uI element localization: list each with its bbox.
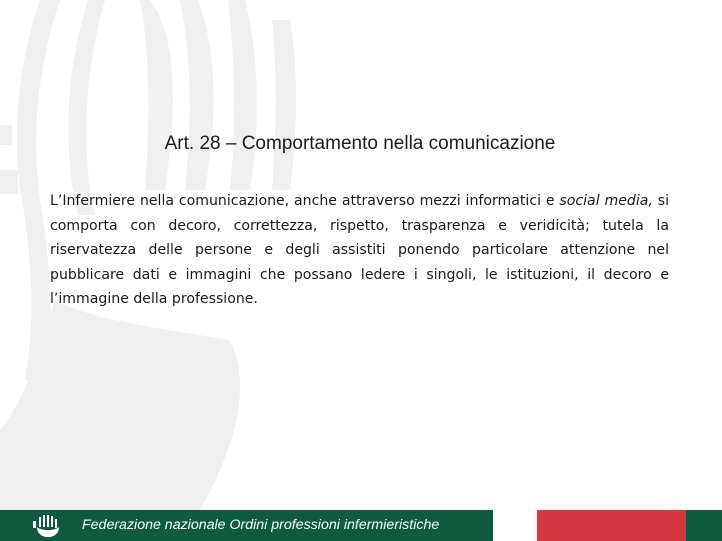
- article-text-italic: social media,: [559, 193, 653, 209]
- article-text-end: si comporta con decoro, correttezza, rispetto, trasparenza e veridicità; tutela la riservatezza delle persone e degli assistiti ponendo particolare attenzione nel pubblicare dati e immagini che possano ledere i singoli, le istituzioni, il decoro e l’immagine della professione.: [50, 193, 669, 308]
- slide-title: Art. 28 – Comportamento nella comunicazione: [164, 133, 556, 154]
- footer-flag-white: [493, 510, 537, 541]
- organization-name: Federazione nazionale Ordini professioni infermieristiche: [82, 517, 440, 533]
- footer-bar: [0, 510, 722, 541]
- article-body: [50, 189, 669, 312]
- footer-flag-red: [537, 510, 686, 541]
- hand-logo-icon: [33, 513, 63, 539]
- article-text-start: L’Infermiere nella comunicazione, anche attraverso mezzi informatici e: [50, 193, 560, 209]
